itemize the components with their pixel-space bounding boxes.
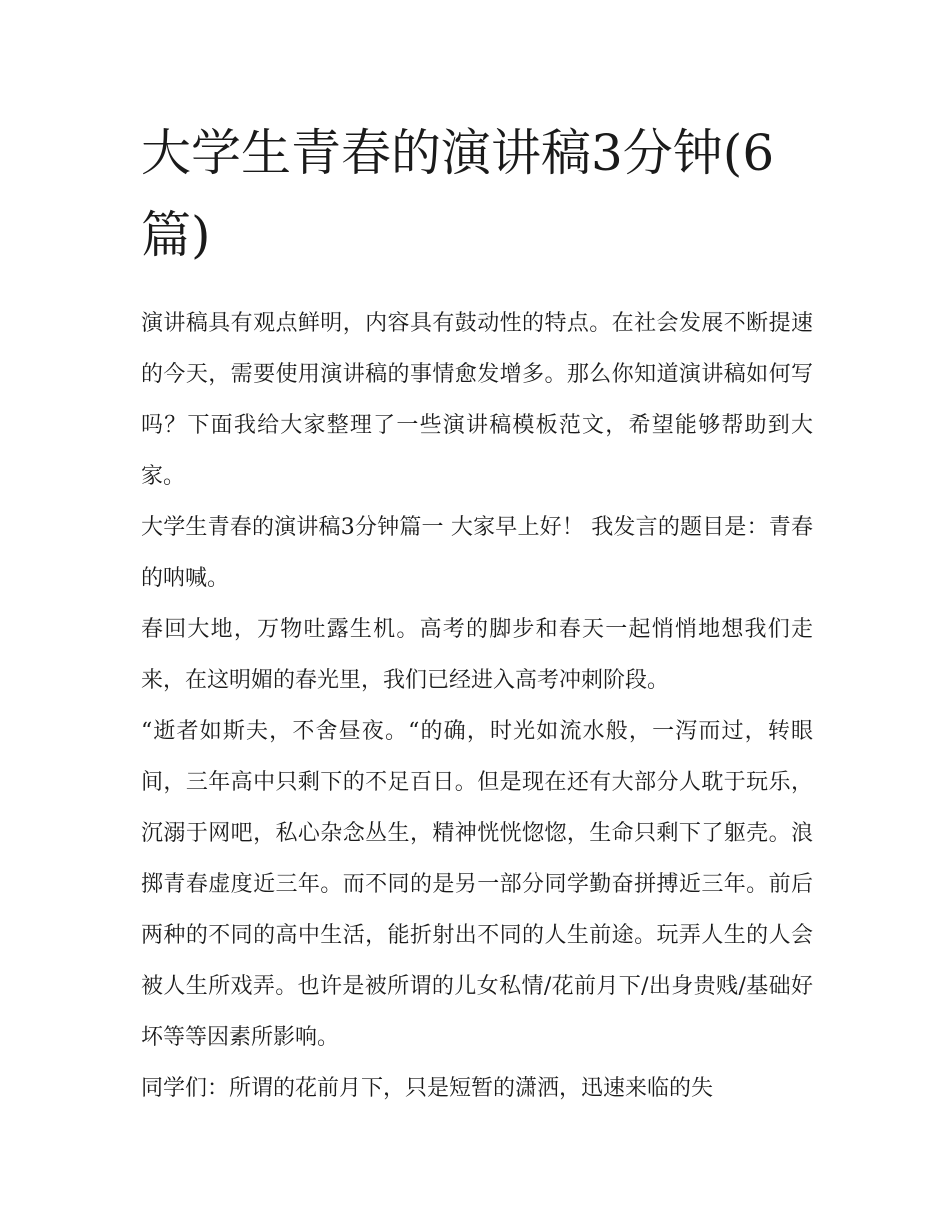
document-body — [141, 298, 813, 1114]
document-title: 大学生青春的演讲稿3分钟(6篇) — [141, 124, 775, 264]
body-paragraph: 同学们：所谓的花前月下，只是短暂的潇洒，迅速来临的失 — [141, 1076, 714, 1101]
body-paragraph: 春回大地，万物吐露生机。高考的脚步和春天一起悄悄地想我们走来，在这明媚的春光里，我们已经进入高考冲刺阶段。 — [141, 617, 813, 693]
section-heading-paragraph: 大学生青春的演讲稿3分钟篇一 大家早上好！ 我发言的题目是：青春的呐喊。 — [141, 515, 813, 591]
document-page — [141, 112, 813, 1114]
intro-paragraph: 演讲稿具有观点鲜明，内容具有鼓动性的特点。在社会发展不断提速的今天，需要使用演讲稿的事情愈发增多。那么你知道演讲稿如何写吗？下面我给大家整理了一些演讲稿模板范文，希望能够帮助到大家。 — [141, 311, 813, 489]
body-paragraph: “逝者如斯夫，不舍昼夜。“的确，时光如流水般，一泻而过，转眼间，三年高中只剩下的不足百日。但是现在还有大部分人耽于玩乐，沉溺于网吧，私心杂念丛生，精神恍恍惚惚，生命只剩下了躯壳。浪掷青春虚度近三年。而不同的是另一部分同学勤奋拼搏近三年。前后两种的不同的高中生活，能折射出不同的人生前途。玩弄人生的人会被人生所戏弄。也许是被所谓的儿女私情/花前月下/出身贵贱/基础好坏等等因素所影响。 — [141, 719, 813, 1050]
